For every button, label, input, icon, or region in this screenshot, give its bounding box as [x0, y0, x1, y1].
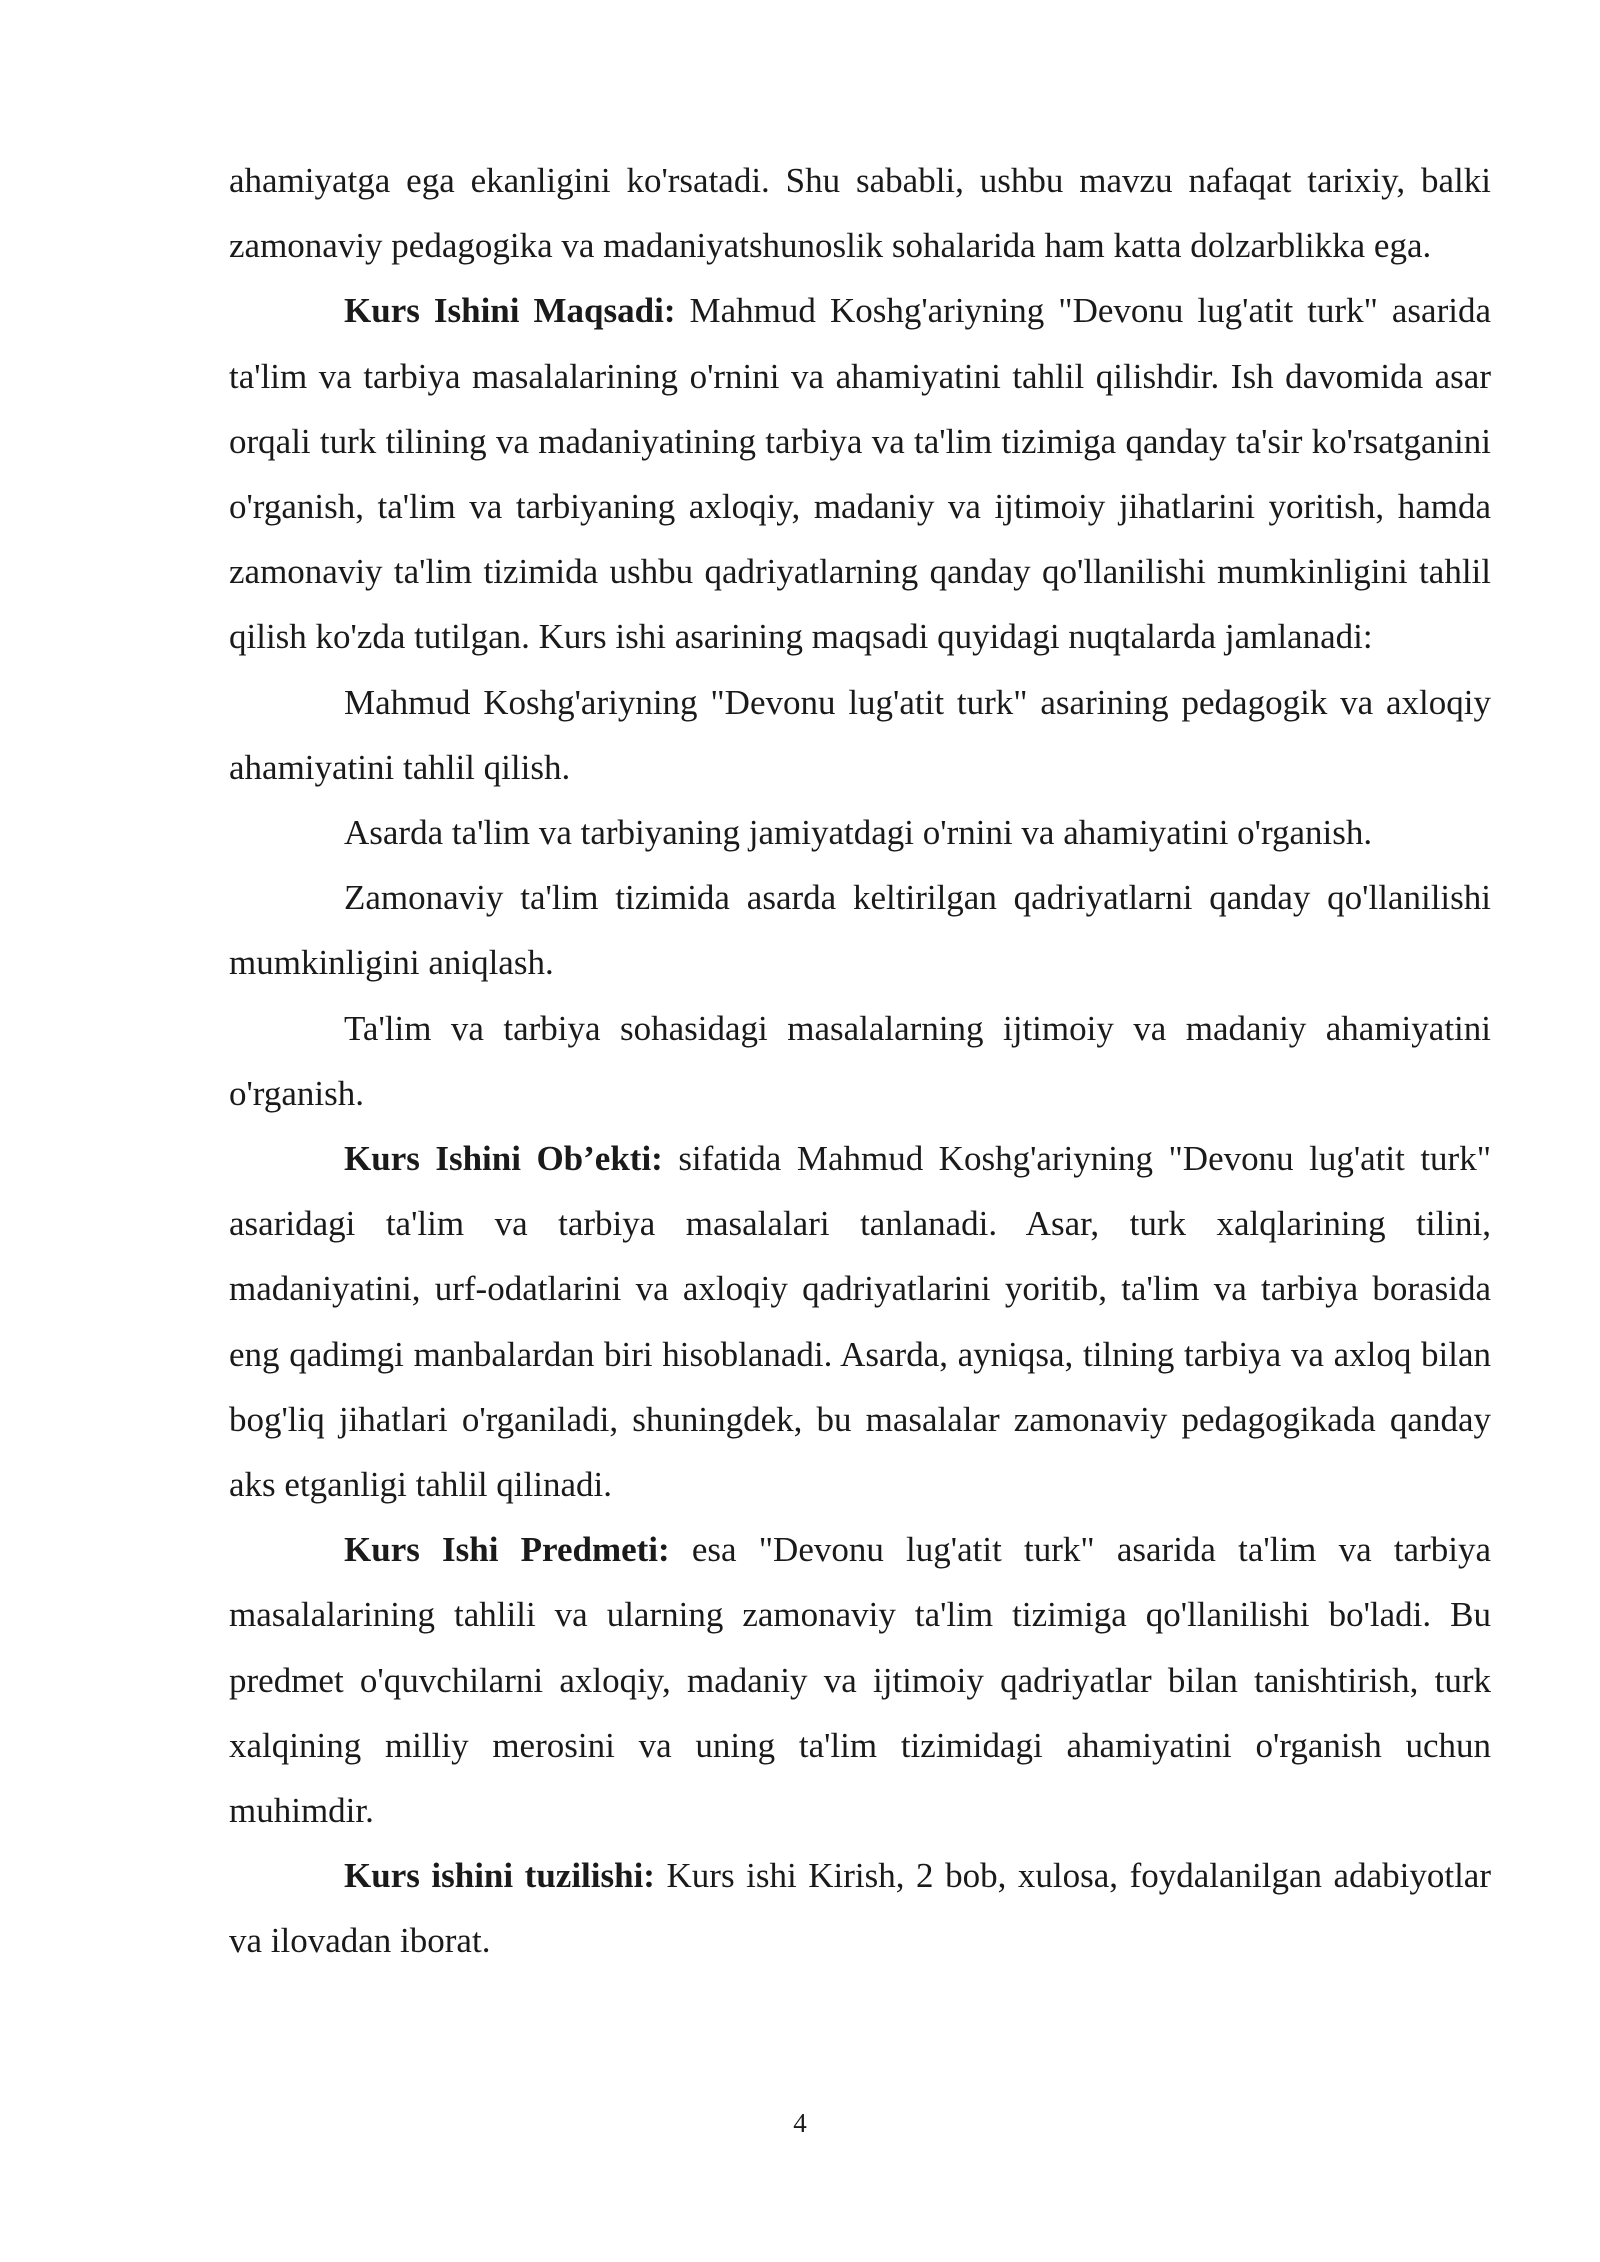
goal-point-3	[229, 865, 1491, 995]
paragraph-intro-continuation	[229, 148, 1491, 278]
document-page	[229, 148, 1491, 1974]
page-number: 4	[793, 2108, 807, 2138]
paragraph-text: Mahmud Koshg'ariyning "Devonu lug'atit turk" asarida ta'lim va tarbiya masalalarining o'rnini va ahamiyatini tahlil qilishdir. Ish davomida asar orqali turk tilining va madaniyatining tarbiya va ta'lim tizimiga qanday ta'sir ko'rsatganini o'rganish, ta'lim va tarbiyaning axloqiy, madaniy va ijtimoiy jihatlarini yoritish, hamda zamonaviy ta'lim tizimida ushbu qadriyatlarning qanday qo'llanilishi mumkinligini tahlil qilish ko'zda tutilgan. Kurs ishi asarining maqsadi quyidagi nuqtalarda jamlanadi:	[229, 291, 1492, 657]
paragraph-course-object	[229, 1126, 1491, 1517]
paragraph-text: ahamiyatga ega ekanligini ko'rsatadi. Shu sababli, ushbu mavzu nafaqat tarixiy, balki zamonaviy pedagogika va madaniyatshunoslik sohalarida ham katta dolzarblikka ega.	[229, 161, 1491, 266]
paragraph-text: Zamonaviy ta'lim tizimida asarda keltirilgan qadriyatlarni qanday qo'llanilishi mumkinligini aniqlash.	[229, 878, 1491, 983]
goal-point-1	[229, 670, 1491, 800]
goal-point-2	[229, 800, 1491, 865]
section-label-structure: Kurs ishini tuzilishi:	[344, 1856, 655, 1896]
paragraph-text: esa "Devonu lug'atit turk" asarida ta'lim va tarbiya masalalarining tahlili va ularning zamonaviy ta'lim tizimiga qo'llanilishi bo'ladi. Bu predmet o'quvchilarni axloqiy, madaniy va ijtimoiy qadriyatlar bilan tanishtirish, turk xalqining milliy merosini va uning ta'lim tizimidagi ahamiyatini o'rganish uchun muhimdir.	[229, 1530, 1491, 1831]
paragraph-text: Kurs ishi Kirish, 2 bob, xulosa, foydalanilgan adabiyotlar va ilovadan iborat.	[229, 1856, 1491, 1961]
paragraph-course-subject	[229, 1517, 1491, 1843]
section-label-goal: Kurs Ishini Maqsadi:	[344, 291, 676, 331]
paragraph-course-structure	[229, 1843, 1491, 1973]
section-label-object: Kurs Ishini Ob’ekti:	[344, 1139, 663, 1179]
paragraph-course-goal	[229, 278, 1491, 669]
paragraph-text: sifatida Mahmud Koshg'ariyning "Devonu lug'atit turk" asaridagi ta'lim va tarbiya masalalari tanlanadi. Asar, turk xalqlarining tilini, madaniyatini, urf-odatlarini va axloqiy qadriyatlarini yoritib, ta'lim va tarbiya borasida eng qadimgi manbalardan biri hisoblanadi. Asarda, ayniqsa, tilning tarbiya va axloq bilan bog'liq jihatlari o'rganiladi, shuningdek, bu masalalar zamonaviy pedagogikada qanday aks etganligi tahlil qilinadi.	[229, 1139, 1491, 1505]
goal-point-4	[229, 996, 1491, 1126]
paragraph-text: Ta'lim va tarbiya sohasidagi masalalarning ijtimoiy va madaniy ahamiyatini o'rganish.	[229, 1008, 1491, 1113]
paragraph-text: Asarda ta'lim va tarbiyaning jamiyatdagi o'rnini va ahamiyatini o'rganish.	[344, 813, 1373, 853]
section-label-subject: Kurs Ishi Predmeti:	[344, 1530, 670, 1570]
paragraph-text: Mahmud Koshg'ariyning "Devonu lug'atit turk" asarining pedagogik va axloqiy ahamiyatini tahlil qilish.	[229, 682, 1491, 787]
